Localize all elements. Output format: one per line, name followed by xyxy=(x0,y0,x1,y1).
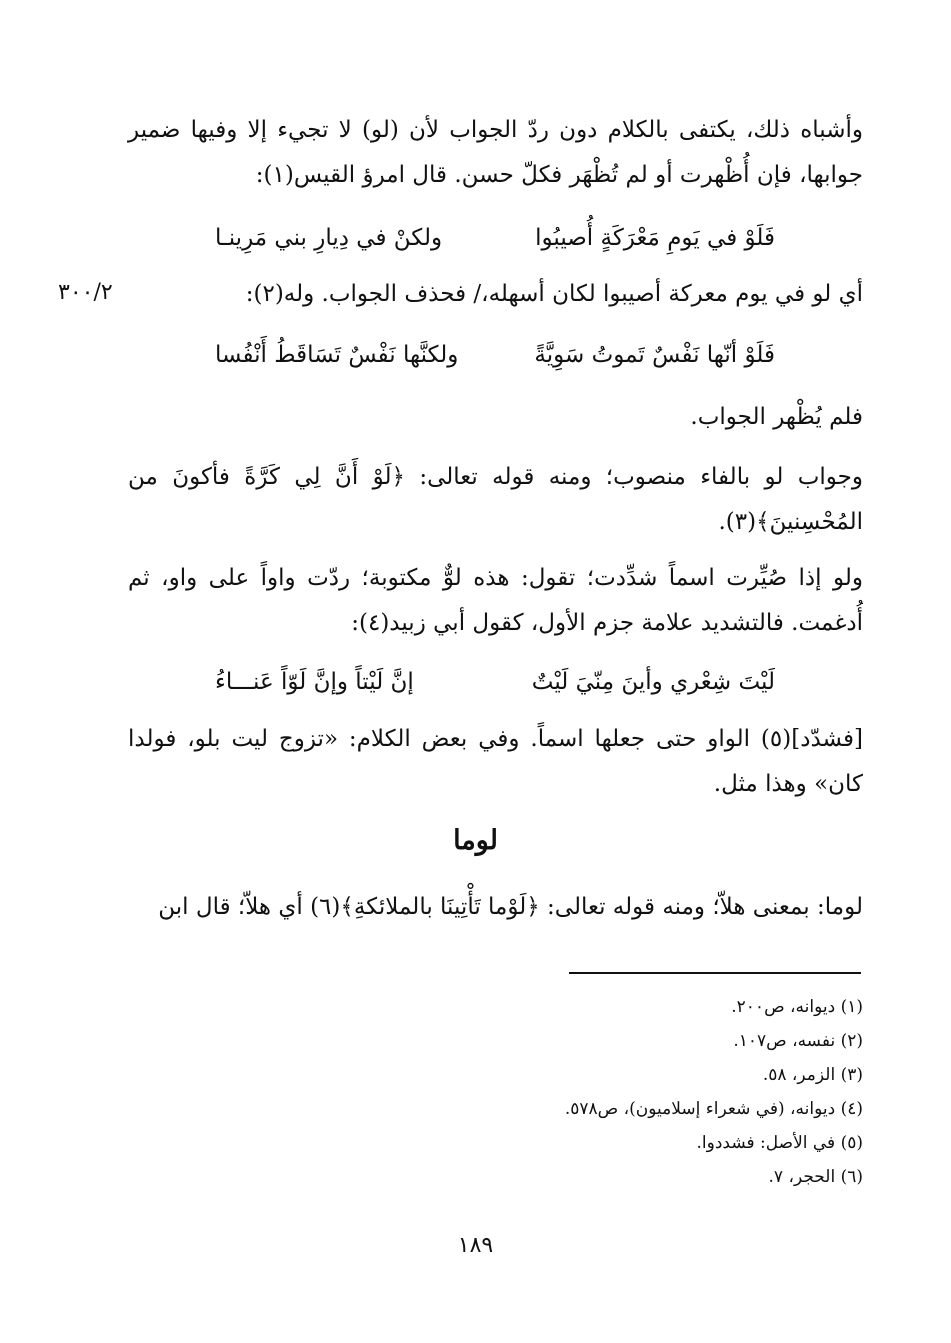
footnote-2: (٢) نفسه، ص١٠٧. xyxy=(733,1031,863,1051)
verse-2-second-hemistich: ولكنَّها نَفْسٌ تَسَاقَطُ أَنْفُسا xyxy=(215,342,459,368)
verse-1-first-hemistich: فَلَوْ في يَومِ مَعْرَكَةٍ أُصيبُوا xyxy=(535,225,775,251)
verse-1 xyxy=(215,218,775,258)
footnote-4: (٤) ديوانه، (في شعراء إسلاميون)، ص٥٧٨. xyxy=(564,1099,863,1119)
section-heading: لوما xyxy=(453,825,498,856)
verse-1-second-hemistich: ولكنْ في دِيارِ بني مَرِينـا xyxy=(215,225,443,251)
footnote-6: (٦) الحجر، ٧. xyxy=(768,1167,863,1187)
paragraph-3: فلم يُظْهر الجواب. xyxy=(690,404,863,430)
paragraph-4: وجواب لو بالفاء منصوب؛ ومنه قوله تعالى: ﴿لَوْ أَنَّ لِي كَرَّةً فأكونَ من المُحْسِنينَ﴾(٣). xyxy=(128,464,863,535)
footnote-3: (٣) الزمر، ٥٨. xyxy=(762,1065,863,1085)
paragraph-6: [فشدّد](٥) الواو حتى جعلها اسماً. وفي بعض الكلام: «تزوج ليت بلو، فولدا كان» وهذا مثل. xyxy=(128,726,863,797)
page-number: ١٨٩ xyxy=(457,1233,494,1258)
verse-3-second-hemistich: إنَّ لَيْتاً وإنَّ لَوّاً عَنـــاءُ xyxy=(215,669,414,695)
margin-reference: ٣٠٠/٢ xyxy=(58,280,113,305)
paragraph-1: وأشباه ذلك، يكتفى بالكلام دون ردّ الجواب لأن (لو) لا تجيء إلا وفيها ضمير جوابها، فإن أُظْهرت أو لم تُظْهَر فكلّ حسن. قال امرؤ القيس(١): xyxy=(128,117,863,188)
footnote-5: (٥) في الأصل: فشددوا. xyxy=(696,1133,863,1153)
footnote-separator xyxy=(569,972,861,974)
paragraph-2: أي لو في يوم معركة أصيبوا لكان أسهله،/ فحذف الجواب. وله(٢): xyxy=(245,281,863,307)
footnotes-list xyxy=(363,990,863,1194)
verse-3 xyxy=(215,662,775,702)
paragraph-7: لوما: بمعنى هلاّ؛ ومنه قوله تعالى: ﴿لَوْما تَأْتِينَا بالملائكةِ﴾(٦) أي هلاّ؛ قال ابن xyxy=(158,894,863,920)
footnote-1: (١) ديوانه، ص٢٠٠. xyxy=(731,997,863,1017)
verse-2-first-hemistich: فَلَوْ أنّها نَفْسٌ تَموتُ سَوِيَّةً xyxy=(534,342,775,368)
paragraph-5: ولو إذا صُيِّرت اسماً شدِّدت؛ تقول: هذه لوٌّ مكتوبة؛ ردّت واواً على واو، ثم أُدغمت. فالتشديد علامة جزم الأول، كقول أبي زبيد(٤): xyxy=(128,565,863,636)
verse-2 xyxy=(215,335,775,375)
verse-3-first-hemistich: لَيْتَ شِعْري وأينَ مِنّيَ لَيْتٌ xyxy=(531,669,775,695)
